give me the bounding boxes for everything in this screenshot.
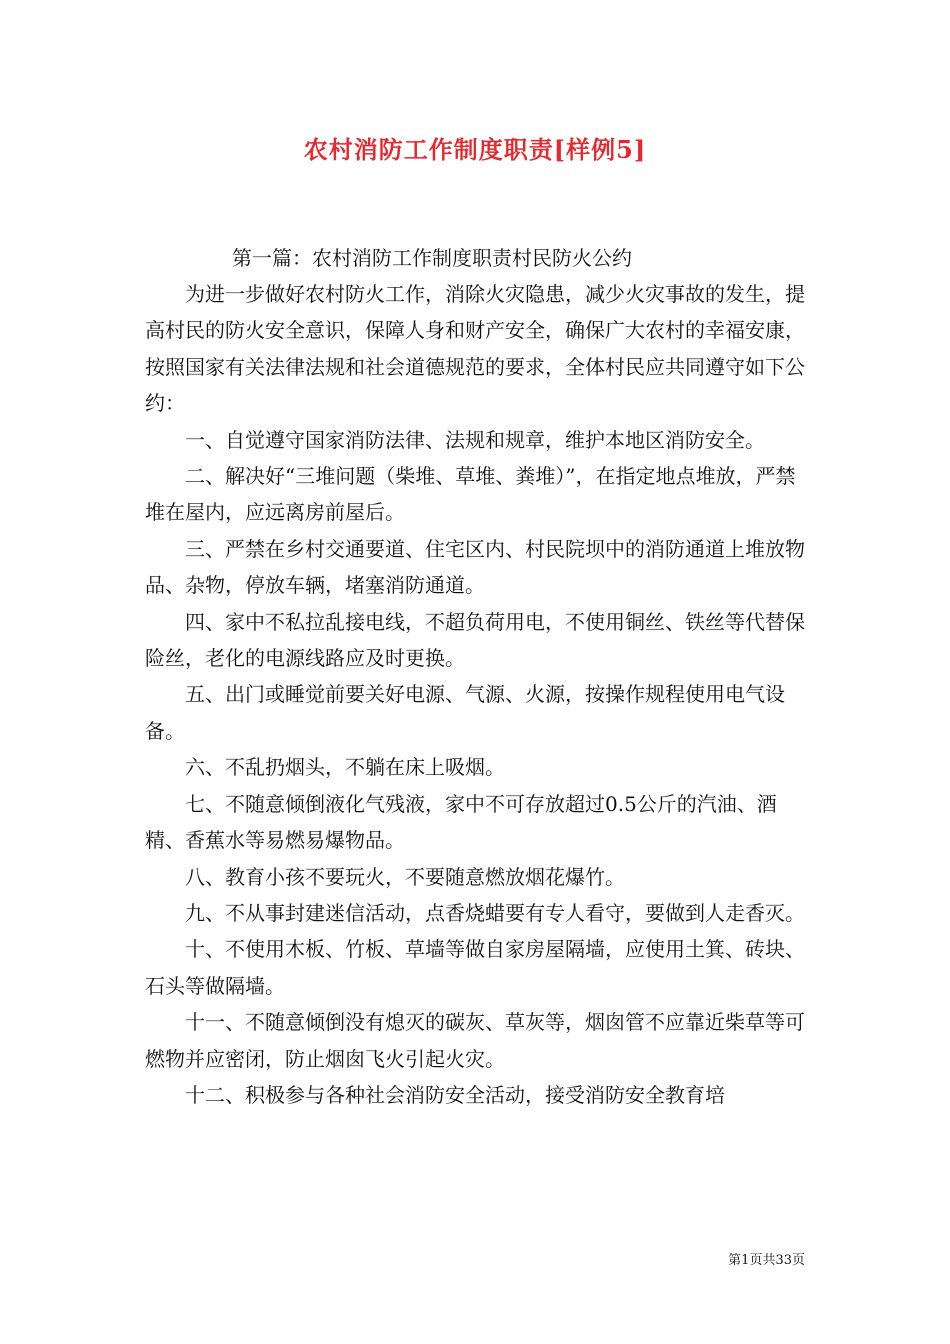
paragraph: 十一、不随意倾倒没有熄灭的碳灰、草灰等，烟囱管不应靠近柴草等可燃物并应密闭，防止烟囱飞火引起火灾。 <box>145 1010 805 1071</box>
paragraph: 为进一步做好农村防火工作，消除火灾隐患，减少火灾事故的发生，提高村民的防火安全意识，保障人身和财产安全，确保广大农村的幸福安康，按照国家有关法律法规和社会道德规范的要求，全体村民应共同遵守如下公约： <box>145 282 805 416</box>
document-subtitle: 第一篇：农村消防工作制度职责村民防火公约 <box>232 246 632 270</box>
document-title: 农村消防工作制度职责[样例5] <box>303 135 647 164</box>
paragraph: 五、出门或睡觉前要关好电源、气源、火源，按操作规程使用电气设备。 <box>145 682 785 743</box>
paragraph: 四、家中不私拉乱接电线，不超负荷用电，不使用铜丝、铁丝等代替保险丝，老化的电源线路应及时更换。 <box>145 609 805 671</box>
page-number-footer: 第1页共33页 <box>728 1253 805 1268</box>
paragraph: 二、解决好“三堆问题（柴堆、草堆、粪堆）”，在指定地点堆放，严禁堆在屋内，应远离房前屋后。 <box>145 464 796 525</box>
document-body <box>145 276 815 1113</box>
paragraph: 十、不使用木板、竹板、草墙等做自家房屋隔墙，应使用土箕、砖块、石头等做隔墙。 <box>145 937 805 998</box>
paragraph: 九、不从事封建迷信活动，点香烧蜡要有专人看守，要做到人走香灭。 <box>185 900 805 925</box>
paragraph: 六、不乱扔烟头，不躺在床上吸烟。 <box>185 755 505 780</box>
paragraph: 一、自觉遵守国家消防法律、法规和规章，维护本地区消防安全。 <box>185 427 765 452</box>
paragraph: 十二、积极参与各种社会消防安全活动，接受消防安全教育培 <box>185 1082 725 1107</box>
paragraph: 八、教育小孩不要玩火，不要随意燃放烟花爆竹。 <box>185 864 625 889</box>
paragraph: 七、不随意倾倒液化气残液，家中不可存放超过0.5公斤的汽油、酒精、香蕉水等易燃易爆物品。 <box>145 791 777 853</box>
paragraph: 三、严禁在乡村交通要道、住宅区内、村民院坝中的消防通道上堆放物品、杂物，停放车辆，堵塞消防通道。 <box>145 536 805 598</box>
